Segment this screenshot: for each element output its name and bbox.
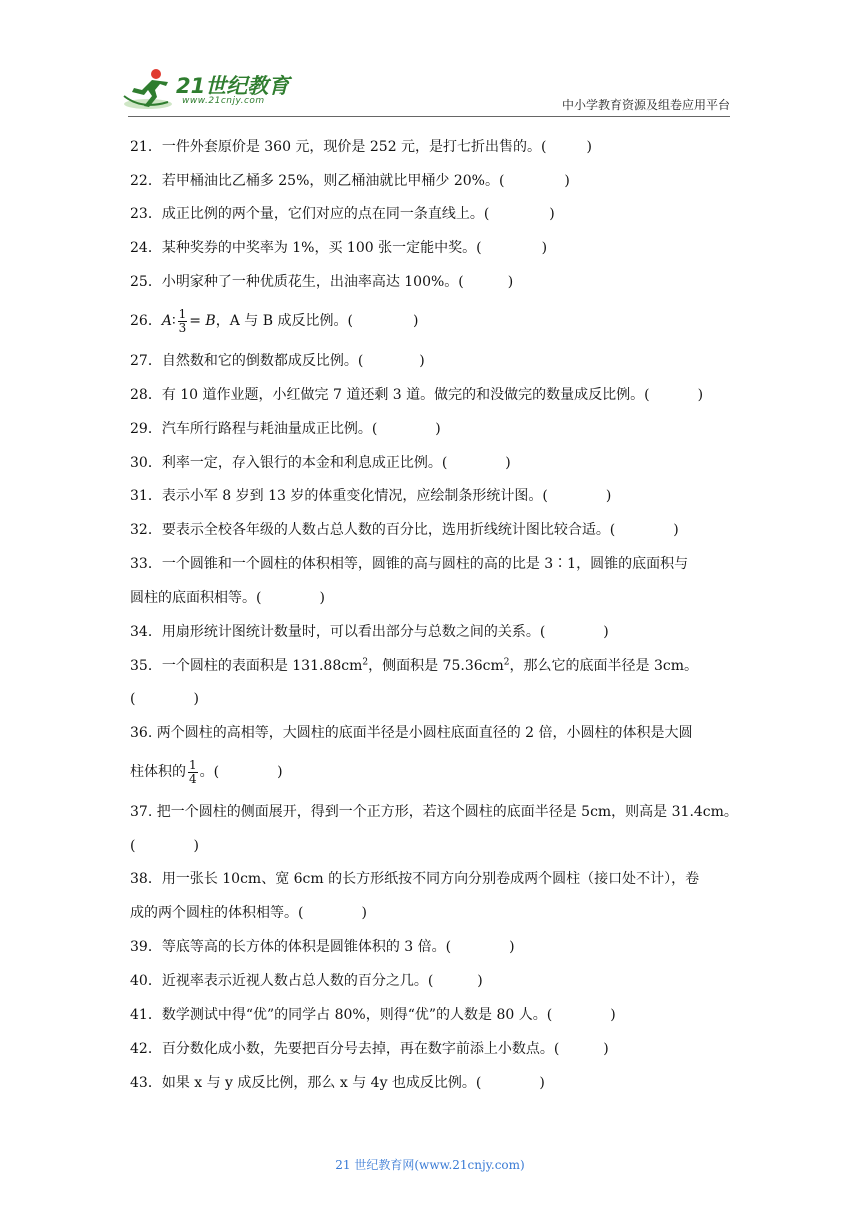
question-36-line-1: 36. 两个圆柱的高相等，大圆柱的底面半径是小圆柱底面直径的 2 倍，小圆柱的体积是大圆	[130, 725, 693, 741]
question-31: 31．表示小军 8 岁到 13 岁的体重变化情况，应绘制条形统计图。( )	[130, 488, 612, 504]
question-38-line-2: 成的两个圆柱的体积相等。( )	[130, 905, 367, 921]
question-41: 41．数学测试中得“优”的同学占 80%，则得“优”的人数是 80 人。( )	[130, 1007, 616, 1023]
question-26: 26．A∶ $\frac{1}{3}$ = B，A 与 B 成反比例。( )	[130, 306, 419, 335]
logo-text: 21世纪教育	[176, 74, 290, 98]
question-28: 28．有 10 道作业题，小红做完 7 道还剩 3 道。做完的和没做完的数量成反比例。( )	[130, 387, 704, 403]
question-27: 27．自然数和它的倒数都成反比例。( )	[130, 353, 425, 369]
fraction-one-quarter: $\frac{1}{4}$	[189, 757, 197, 786]
question-33-line-2: 圆柱的底面积相等。( )	[130, 590, 325, 606]
header-platform-name: 中小学教育资源及组卷应用平台	[561, 98, 730, 112]
logo-url: www.21cnjy.com	[182, 96, 265, 106]
question-24: 24．某种奖券的中奖率为 1%，买 100 张一定能中奖。( )	[130, 240, 548, 256]
question-29: 29．汽车所行路程与耗油量成正比例。( )	[130, 421, 441, 437]
question-22: 22．若甲桶油比乙桶多 25%，则乙桶油就比甲桶少 20%。( )	[130, 173, 570, 189]
question-34: 34．用扇形统计图统计数量时，可以看出部分与总数之间的关系。( )	[130, 624, 609, 640]
question-39: 39．等底等高的长方体的体积是圆锥体积的 3 倍。( )	[130, 939, 515, 955]
question-37-line-1: 37. 把一个圆柱的侧面展开，得到一个正方形，若这个圆柱的底面半径是 5cm，则高是 31.4cm。	[130, 804, 738, 820]
question-35-line-1: 35．一个圆柱的表面积是 $131.88cm^2$，侧面积是 $75.36cm^2$，那么它的底面半径是 3cm。	[130, 657, 698, 674]
question-37-line-2: ( )	[130, 838, 199, 854]
question-38-line-1: 38．用一张长 10cm、宽 6cm 的长方形纸按不同方向分别卷成两个圆柱（接口处不计），卷	[130, 871, 700, 887]
question-25: 25．小明家种了一种优质花生，出油率高达 100%。( )	[130, 274, 514, 290]
page-header	[0, 0, 860, 120]
fraction-one-third: $\frac{1}{3}$	[178, 306, 187, 335]
question-35-line-2: ( )	[130, 691, 199, 707]
question-23: 23．成正比例的两个量，它们对应的点在同一条直线上。( )	[130, 206, 555, 222]
question-30: 30．利率一定，存入银行的本金和利息成正比例。( )	[130, 455, 511, 471]
question-21: 21．一件外套原价是 360 元，现价是 252 元，是打七折出售的。( )	[130, 139, 592, 155]
question-36-line-2: 柱体积的 $\frac{1}{4}$ 。( )	[130, 757, 283, 786]
question-40: 40．近视率表示近视人数占总人数的百分之几。( )	[130, 973, 483, 989]
question-33-line-1: 33．一个圆锥和一个圆柱的体积相等，圆锥的高与圆柱的高的比是 3∶1，圆锥的底面积与	[130, 556, 689, 572]
logo	[122, 66, 292, 114]
header-divider	[128, 116, 730, 117]
page-footer: 21 世纪教育网(www.21cnjy.com)	[335, 1158, 525, 1172]
question-42: 42．百分数化成小数，先要把百分号去掉，再在数字前添上小数点。( )	[130, 1041, 609, 1057]
question-32: 32．要表示全校各年级的人数占总人数的百分比，选用折线统计图比较合适。( )	[130, 522, 679, 538]
question-43: 43．如果 x 与 y 成反比例，那么 x 与 4y 也成反比例。( )	[130, 1075, 545, 1091]
runner-logo-icon	[122, 66, 174, 112]
